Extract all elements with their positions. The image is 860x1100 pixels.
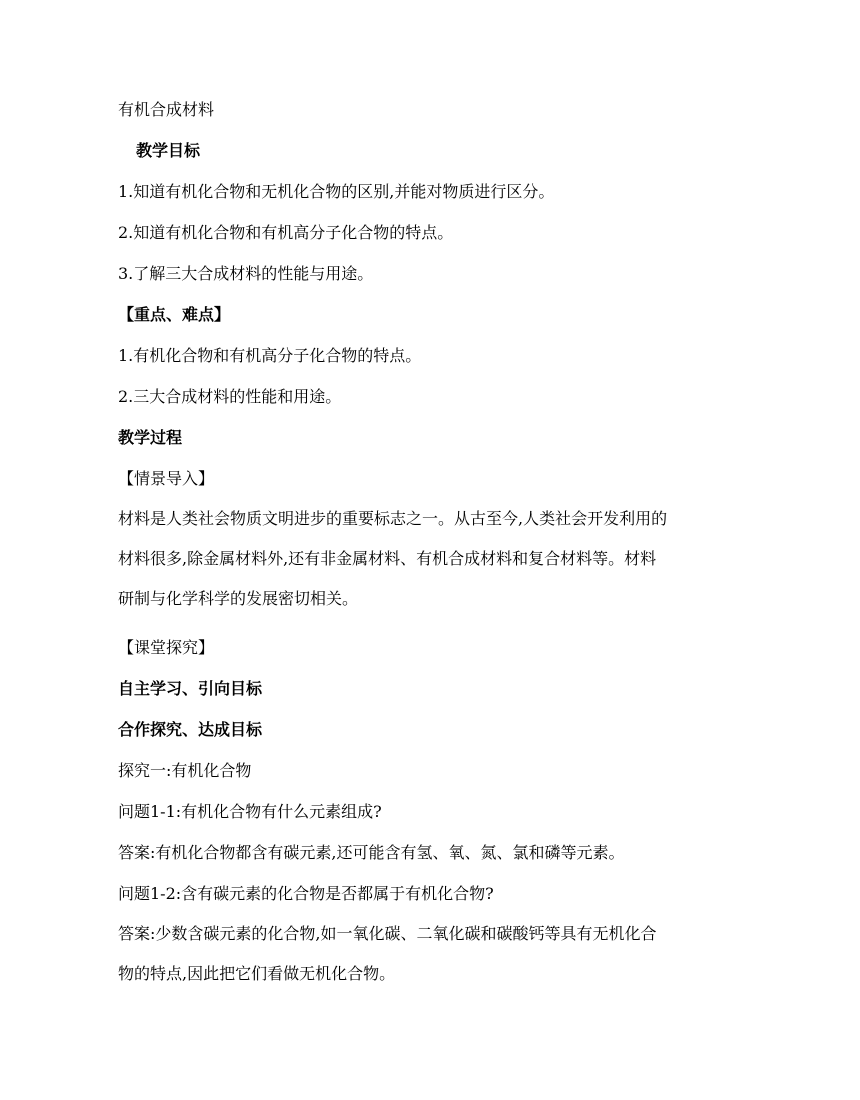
answer-1-2-line-1: 答案:少数含碳元素的化合物,如一氧化碳、二氧化碳和碳酸钙等具有无机化合 [118, 924, 657, 943]
objective-2: 2.知道有机化合物和有机高分子化合物的特点。 [118, 223, 454, 242]
process-heading: 教学过程 [118, 428, 183, 447]
answer-1-2 [118, 914, 744, 994]
inquiry-heading: 【课堂探究】 [118, 638, 215, 657]
answer-1-1: 答案:有机化合物都含有碳元素,还可能含有氢、氧、氮、氯和磷等元素。 [118, 843, 625, 862]
intro-line-2: 材料很多,除金属材料外,还有非金属材料、有机合成材料和复合材料等。材料 [118, 549, 657, 568]
self-study-heading: 自主学习、引向目标 [118, 679, 263, 698]
objectives-heading: 教学目标 [136, 141, 201, 160]
key-point-2: 2.三大合成材料的性能和用途。 [118, 387, 342, 406]
objective-3: 3.了解三大合成材料的性能与用途。 [118, 264, 374, 283]
intro-line-3: 研制与化学科学的发展密切相关。 [118, 589, 359, 608]
key-point-1: 1.有机化合物和有机高分子化合物的特点。 [118, 346, 422, 365]
cooperative-heading: 合作探究、达成目标 [118, 720, 263, 739]
document-page [118, 98, 744, 994]
intro-line-1: 材料是人类社会物质文明进步的重要标志之一。从古至今,人类社会开发利用的 [118, 509, 668, 528]
intro-paragraph [118, 499, 744, 619]
objective-1: 1.知道有机化合物和无机化合物的区别,并能对物质进行区分。 [118, 182, 555, 201]
question-1-1: 问题1-1:有机化合物有什么元素组成? [118, 802, 382, 821]
intro-heading: 【情景导入】 [118, 469, 215, 488]
doc-title: 有机合成材料 [118, 100, 215, 119]
explore-1-heading: 探究一:有机化合物 [118, 761, 252, 780]
answer-1-2-line-2: 物的特点,因此把它们看做无机化合物。 [118, 964, 396, 983]
question-1-2: 问题1-2:含有碳元素的化合物是否都属于有机化合物? [118, 884, 494, 903]
key-points-heading: 【重点、难点】 [118, 305, 231, 324]
